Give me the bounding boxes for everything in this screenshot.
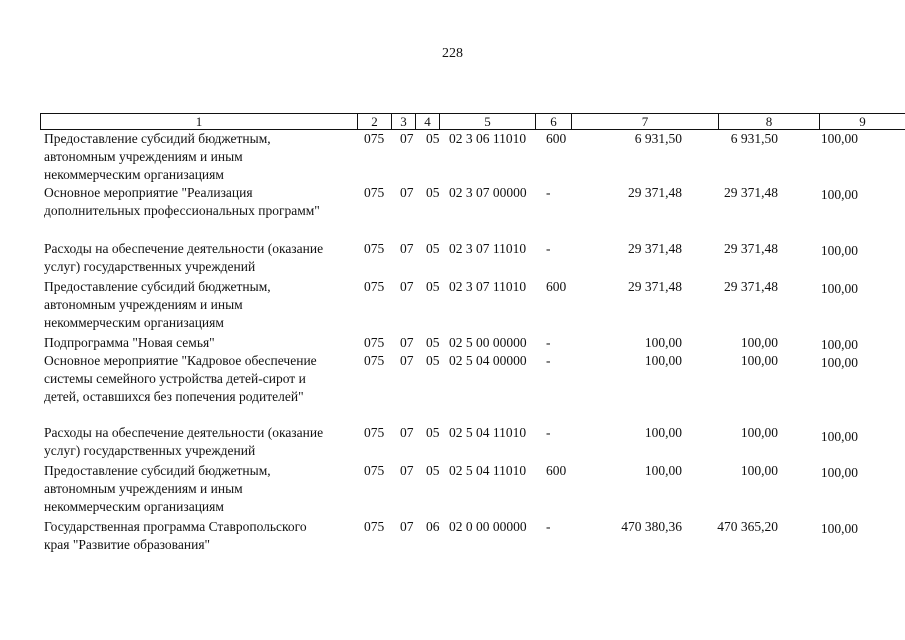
cell-c2: 075: [364, 279, 385, 294]
cell-c9: 100,00: [820, 131, 858, 146]
cell-c7: 100,00: [644, 335, 682, 350]
cell-c7: 470 380,36: [621, 519, 682, 534]
cell-c6: 600: [546, 131, 567, 146]
cell-c6: -: [546, 353, 551, 368]
cell-c7: 29 371,48: [628, 185, 682, 200]
row-name-line: системы семейного устройства детей-сирот и: [44, 371, 306, 386]
cell-c5: 02 3 07 11010: [449, 279, 527, 294]
cell-c6: 600: [546, 279, 567, 294]
cell-c3: 07: [400, 185, 414, 200]
cell-c7: 100,00: [644, 425, 682, 440]
row-name-line: Предоставление субсидий бюджетным,: [44, 131, 271, 146]
cell-c3: 07: [400, 425, 414, 440]
cell-c6: -: [546, 185, 551, 200]
cell-c2: 075: [364, 131, 385, 146]
cell-c5: 02 5 04 00000: [449, 353, 527, 368]
cell-c9: 100,00: [820, 243, 858, 258]
cell-c3: 07: [400, 353, 414, 368]
cell-c9: 100,00: [820, 355, 858, 370]
header-col-4: 4: [415, 113, 440, 130]
cell-c2: 075: [364, 335, 385, 350]
cell-c8: 100,00: [740, 425, 778, 440]
cell-c9: 100,00: [820, 281, 858, 296]
row-name-line: Основное мероприятие "Реализация: [44, 185, 253, 200]
cell-c3: 07: [400, 279, 414, 294]
header-col-3: 3: [391, 113, 416, 130]
cell-c7: 6 931,50: [634, 131, 682, 146]
cell-c8: 29 371,48: [724, 185, 778, 200]
cell-c5: 02 5 00 00000: [449, 335, 527, 350]
row-name-line: дополнительных профессиональных программ": [44, 203, 320, 218]
header-col-1: 1: [40, 113, 358, 130]
cell-c5: 02 3 07 00000: [449, 185, 527, 200]
cell-c4: 05: [426, 353, 440, 368]
cell-c8: 100,00: [740, 335, 778, 350]
cell-c5: 02 5 04 11010: [449, 425, 527, 440]
cell-c6: -: [546, 519, 551, 534]
cell-c7: 100,00: [644, 353, 682, 368]
cell-c8: 470 365,20: [717, 519, 778, 534]
cell-c2: 075: [364, 463, 385, 478]
cell-c3: 07: [400, 241, 414, 256]
row-name: [44, 518, 364, 554]
header-col-2: 2: [357, 113, 392, 130]
cell-c4: 05: [426, 131, 440, 146]
cell-c8: 100,00: [740, 463, 778, 478]
row-name: [44, 184, 364, 220]
cell-c9: 100,00: [820, 429, 858, 444]
cell-c8: 29 371,48: [724, 279, 778, 294]
header-col-9: 9: [819, 113, 905, 130]
cell-c8: 100,00: [740, 353, 778, 368]
cell-c2: 075: [364, 519, 385, 534]
row-name: [44, 334, 364, 352]
cell-c4: 05: [426, 425, 440, 440]
cell-c4: 05: [426, 335, 440, 350]
row-name-line: автономным учреждениям и иным: [44, 481, 243, 496]
cell-c4: 05: [426, 185, 440, 200]
row-name: [44, 352, 364, 406]
row-name-line: Предоставление субсидий бюджетным,: [44, 279, 271, 294]
row-name-line: края "Развитие образования": [44, 537, 211, 552]
row-name-line: Основное мероприятие "Кадровое обеспечение: [44, 353, 317, 368]
cell-c4: 06: [426, 519, 440, 534]
cell-c5: 02 3 06 11010: [449, 131, 527, 146]
row-name-line: услуг) государственных учреждений: [44, 259, 256, 274]
cell-c6: -: [546, 335, 551, 350]
row-name-line: Государственная программа Ставропольского: [44, 519, 307, 534]
row-name-line: Расходы на обеспечение деятельности (оказание: [44, 241, 324, 256]
page-number: 228: [442, 46, 463, 61]
cell-c3: 07: [400, 519, 414, 534]
cell-c7: 29 371,48: [628, 241, 682, 256]
row-name-line: автономным учреждениям и иным: [44, 149, 243, 164]
row-name: [44, 240, 364, 276]
cell-c8: 29 371,48: [724, 241, 778, 256]
cell-c2: 075: [364, 425, 385, 440]
cell-c8: 6 931,50: [730, 131, 778, 146]
cell-c6: -: [546, 425, 551, 440]
row-name-line: услуг) государственных учреждений: [44, 443, 256, 458]
row-name-line: Расходы на обеспечение деятельности (оказание: [44, 425, 324, 440]
cell-c9: 100,00: [820, 465, 858, 480]
row-name-line: детей, оставшихся без попечения родителей": [44, 389, 304, 404]
cell-c2: 075: [364, 185, 385, 200]
cell-c5: 02 5 04 11010: [449, 463, 527, 478]
row-name: [44, 462, 364, 516]
cell-c3: 07: [400, 131, 414, 146]
cell-c3: 07: [400, 335, 414, 350]
cell-c4: 05: [426, 279, 440, 294]
row-name-line: Подпрограмма "Новая семья": [44, 335, 215, 350]
cell-c5: 02 3 07 11010: [449, 241, 527, 256]
cell-c9: 100,00: [820, 337, 858, 352]
row-name: [44, 130, 364, 184]
header-col-7: 7: [571, 113, 719, 130]
cell-c5: 02 0 00 00000: [449, 519, 527, 534]
header-col-5: 5: [439, 113, 536, 130]
cell-c7: 29 371,48: [628, 279, 682, 294]
cell-c2: 075: [364, 241, 385, 256]
cell-c7: 100,00: [644, 463, 682, 478]
header-col-8: 8: [718, 113, 820, 130]
row-name-line: Предоставление субсидий бюджетным,: [44, 463, 271, 478]
cell-c6: -: [546, 241, 551, 256]
cell-c2: 075: [364, 353, 385, 368]
cell-c9: 100,00: [820, 521, 858, 536]
cell-c3: 07: [400, 463, 414, 478]
cell-c4: 05: [426, 241, 440, 256]
cell-c6: 600: [546, 463, 567, 478]
row-name-line: автономным учреждениям и иным: [44, 297, 243, 312]
row-name-line: некоммерческим организациям: [44, 315, 224, 330]
cell-c4: 05: [426, 463, 440, 478]
cell-c9: 100,00: [820, 187, 858, 202]
row-name: [44, 424, 364, 460]
header-col-6: 6: [535, 113, 572, 130]
row-name: [44, 278, 364, 332]
row-name-line: некоммерческим организациям: [44, 499, 224, 514]
row-name-line: некоммерческим организациям: [44, 167, 224, 182]
